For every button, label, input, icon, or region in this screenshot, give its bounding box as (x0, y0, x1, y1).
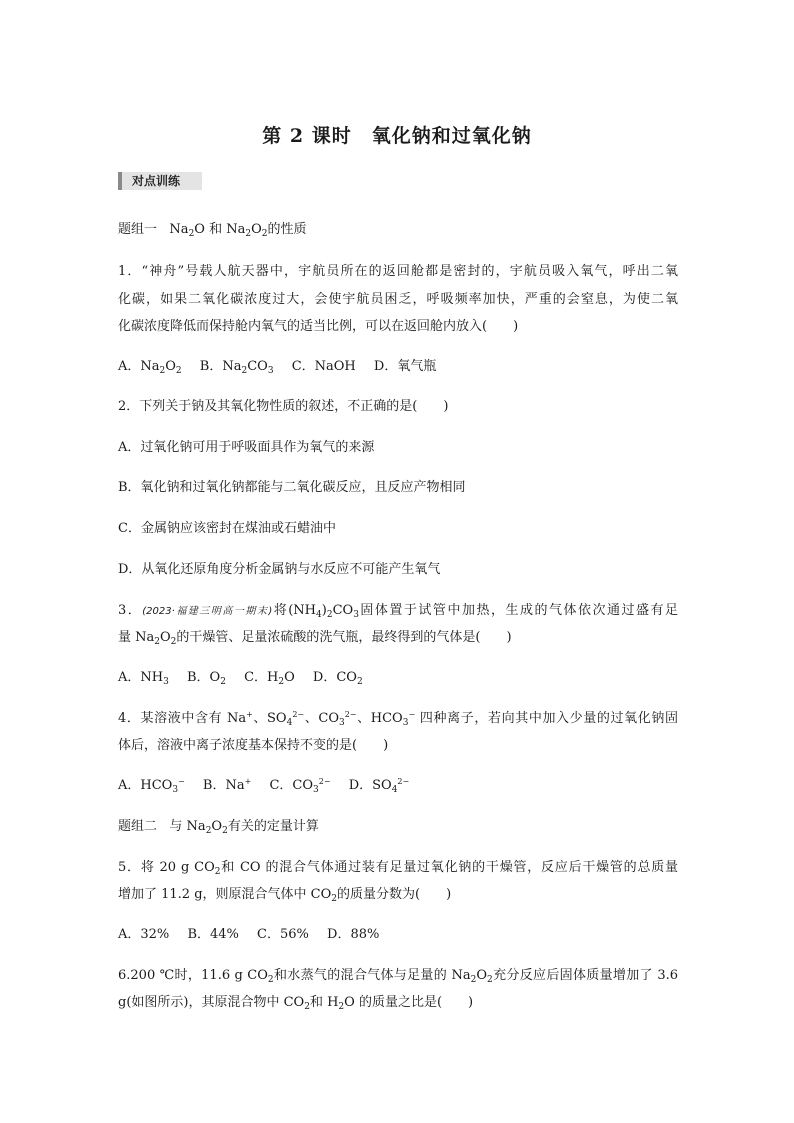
option-b: B．Na+ (202, 777, 252, 793)
option-b: B．$O_2$ (186, 670, 226, 687)
question-4-line-1: 4．某溶液中含有 Na+、$SO_4^{2-}$、$CO_3^{2-}$、$HCO_3^-$ 四种离子，若向其中加入少量的过氧化钠固 (118, 710, 678, 728)
option-a: A．$NH_3$ (118, 670, 169, 687)
lesson-number: 第 2 课时 (262, 125, 352, 147)
question-6-line-2: g(如图所示)，其原混合物中 $CO_2$和 $H_2O$ 的质量之比是( ) (118, 995, 474, 1012)
option-d: D．$SO_4^{2-}$ (348, 777, 410, 795)
option-c: C．NaOH (291, 359, 356, 374)
question-1-line-3: 化碳浓度降低而保持舱内氧气的适当比例，可以在返回舱内放入( ) (118, 319, 519, 334)
option-a: A．32% (118, 927, 170, 942)
question-1-line-1: 1．“神舟”号载人航天器中，宇航员所在的返回舱都是密封的，宇航员吸入氧气，呼出二氧 (118, 264, 678, 279)
page-title (0, 121, 794, 148)
option-d: D．氧气瓶 (373, 359, 437, 374)
option-b: B．$Na_2CO_3$ (199, 359, 274, 376)
option-d: D．$CO_2$ (312, 670, 363, 687)
question-5-options (118, 927, 379, 943)
option-a: A．$Na_2O_2$ (118, 359, 182, 376)
question-2-option-c: C．金属钠应该密封在煤油或石蜡油中 (118, 521, 336, 536)
question-1-options (118, 359, 436, 375)
question-source: (2023·福建三明高一期末) (142, 606, 273, 617)
option-a: A．$HCO_3^-$ (118, 777, 185, 795)
question-2-option-a: A．过氧化钠可用于呼吸面具作为氧气的来源 (118, 440, 375, 455)
question-2-stem: 2．下列关于钠及其氧化物性质的叙述，不正确的是( ) (118, 399, 449, 414)
question-5-line-2: 增加了 11.2 g，则原混合气体中 $CO_2$的质量分数为( ) (118, 887, 452, 904)
question-6-line-1: 6.200 ℃时，11.6 g $CO_2$和水蒸气的混合气体与足量的 $Na_2O_2$充分反应后固体质量增加了 3.6 (118, 968, 678, 985)
question-2-option-d: D．从氧化还原角度分析金属钠与水反应不可能产生氧气 (118, 562, 441, 577)
question-4-options (118, 778, 409, 794)
question-3-line-1: 3．(2023·福建三明高一期末)将$(NH_4)_2CO_3$固体置于试管中加热，生成的气体依次通过盛有足 (118, 603, 678, 620)
option-d: D．88% (327, 927, 380, 942)
question-2-option-b: B．氧化钠和过氧化钠都能与二氧化碳反应，且反应产物相同 (118, 480, 466, 495)
lesson-topic: 氧化钠和过氧化钠 (371, 125, 532, 147)
option-c: C．$CO_3^{2-}$ (269, 777, 331, 795)
option-c: C．$H_2O$ (244, 670, 295, 687)
group-heading-1: 题组一 $Na_2O$ 和 $Na_2O_2$的性质 (118, 222, 307, 239)
option-b: B．44% (187, 927, 239, 942)
section-badge: 对点训练 (118, 172, 202, 190)
question-1-line-2: 化碳，如果二氧化碳浓度过大，会使宇航员困乏，呼吸频率加快，严重的会窒息，为使二氧 (118, 292, 678, 307)
question-3-options (118, 670, 363, 686)
group-heading-2: 题组二 与 $Na_2O_2$有关的定量计算 (118, 819, 319, 836)
question-5-line-1: 5．将 20 g $CO_2$和 CO 的混合气体通过装有足量过氧化钠的干燥管，反应后干燥管的总质量 (118, 860, 678, 877)
question-4-line-2: 体后，溶液中离子浓度基本保持不变的是( ) (118, 738, 389, 753)
option-c: C．56% (257, 927, 309, 942)
question-3-line-2: 量 $Na_2O_2$的干燥管、足量浓硫酸的洗气瓶，最终得到的气体是( ) (118, 630, 512, 647)
